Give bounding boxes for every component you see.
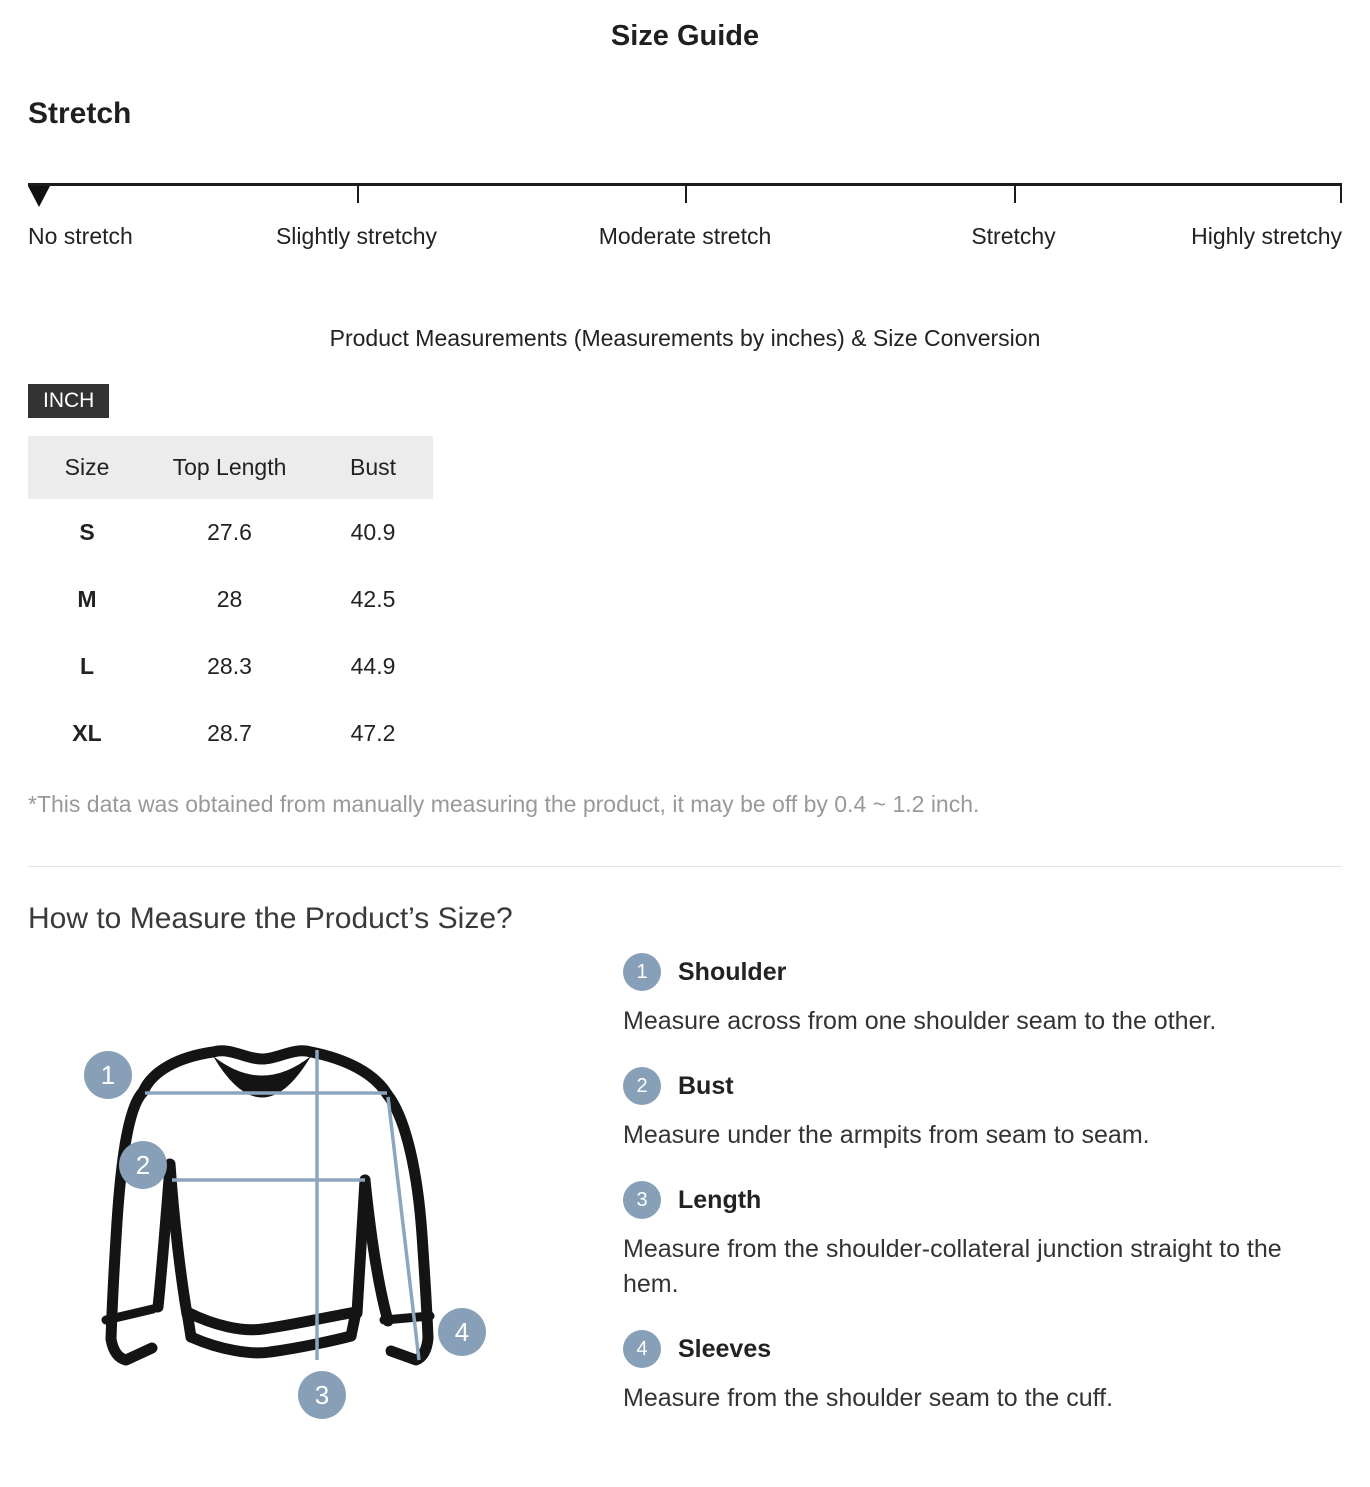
step-1-badge: 1 [623, 953, 661, 991]
stretch-label-highly-stretchy: Highly stretchy [1191, 223, 1342, 249]
size-table-header [28, 436, 433, 499]
table-row [28, 499, 433, 566]
size-value: L [79, 653, 95, 679]
section-divider [28, 866, 1342, 867]
size-value: XL [72, 720, 102, 746]
stretch-scale-tick [1014, 186, 1016, 203]
top-length-value: 28.7 [207, 720, 252, 746]
marker-4-number: 4 [454, 1317, 470, 1347]
stretch-label-no-stretch: No stretch [28, 223, 133, 249]
top-length-value: 28 [216, 586, 243, 612]
bust-value: 44.9 [350, 653, 396, 679]
table-row [28, 633, 433, 700]
step-1-description: Measure across from one shoulder seam to the other. [623, 1007, 1217, 1035]
sweater-measurement-illustration [28, 942, 623, 1487]
list-item [623, 1181, 1333, 1302]
step-3-badge: 3 [623, 1181, 661, 1219]
list-item [623, 953, 1333, 1039]
marker-2-number: 2 [135, 1150, 151, 1180]
unit-toggle-inch-button[interactable]: INCH [28, 384, 109, 418]
stretch-label-moderate-stretch: Moderate stretch [598, 223, 772, 249]
step-3-description: Measure from the shoulder-collateral junction straight to the hem. [623, 1235, 1282, 1298]
top-length-value: 28.3 [207, 653, 252, 679]
step-2-label: Bust [678, 1071, 734, 1100]
stretch-scale-tick [1340, 186, 1342, 203]
step-header [623, 1181, 1333, 1219]
step-2-description: Measure under the armpits from seam to seam. [623, 1121, 1150, 1149]
measure-steps-list [623, 953, 1333, 1444]
column-header-size: Size [28, 436, 146, 499]
how-to-measure-body [28, 942, 1342, 1487]
top-length-value: 27.6 [207, 519, 252, 545]
bust-value: 47.2 [350, 720, 396, 746]
column-header-bust: Bust [313, 436, 433, 499]
stretch-label-slightly-stretchy: Slightly stretchy [275, 223, 438, 249]
size-table [28, 436, 433, 767]
stretch-scale [28, 183, 1342, 295]
column-header-top-length: Top Length [146, 436, 313, 499]
stretch-scale-tick [685, 186, 687, 203]
step-4-description: Measure from the shoulder seam to the cuff. [623, 1384, 1114, 1412]
measurements-heading: Product Measurements (Measurements by inches) & Size Conversion [329, 325, 1041, 351]
stretch-heading: Stretch [28, 97, 132, 130]
list-item [623, 1330, 1333, 1416]
size-value: M [77, 586, 97, 612]
size-value: S [79, 519, 95, 545]
stretch-scale-tick [357, 186, 359, 203]
marker-3-number: 3 [314, 1380, 330, 1410]
table-row [28, 566, 433, 633]
step-2-badge: 2 [623, 1067, 661, 1105]
bust-value: 40.9 [350, 519, 396, 545]
step-header [623, 1330, 1333, 1368]
how-to-measure-heading: How to Measure the Product’s Size? [28, 902, 513, 935]
step-1-label: Shoulder [678, 957, 787, 986]
stretch-selected-marker-icon [28, 186, 50, 207]
step-header [623, 953, 1333, 991]
table-row [28, 700, 433, 767]
step-4-badge: 4 [623, 1330, 661, 1368]
step-3-label: Length [678, 1185, 762, 1214]
list-item [623, 1067, 1333, 1153]
measurement-disclaimer: *This data was obtained from manually measuring the product, it may be off by 0.4 ~ 1.2 inch. [28, 791, 980, 817]
bust-value: 42.5 [350, 586, 396, 612]
step-4-label: Sleeves [678, 1334, 772, 1363]
page-title: Size Guide [610, 20, 760, 52]
sweater-diagram-icon [28, 942, 623, 1487]
marker-1-number: 1 [100, 1060, 116, 1090]
stretch-label-stretchy: Stretchy [971, 223, 1056, 249]
step-header [623, 1067, 1333, 1105]
